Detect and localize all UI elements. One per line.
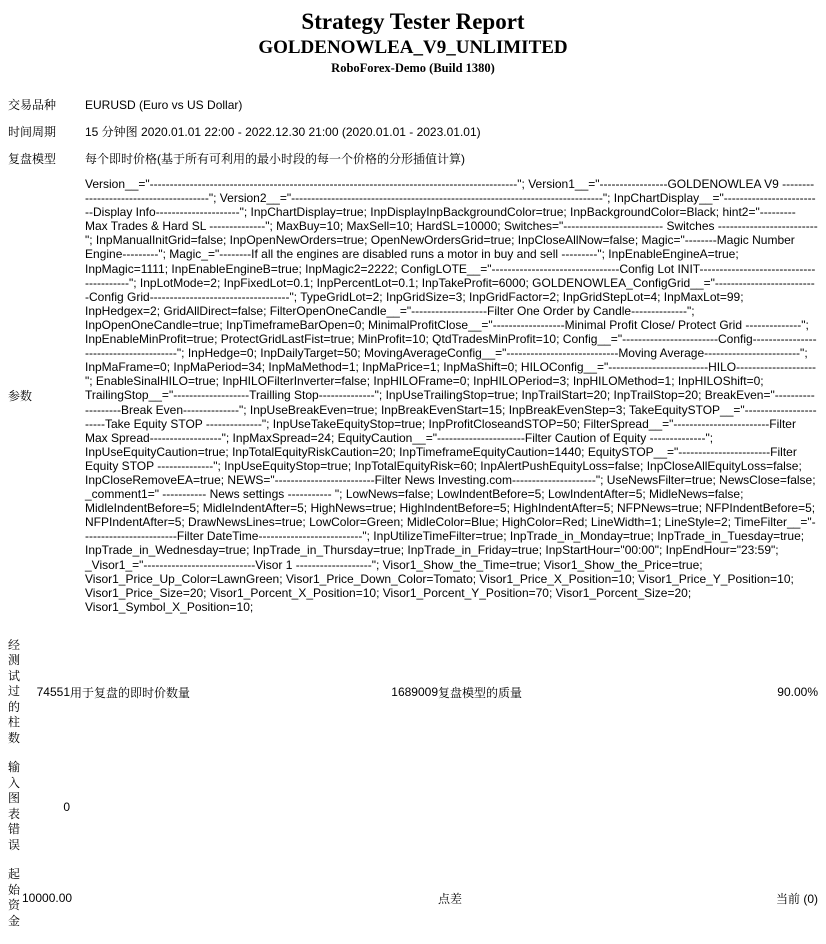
model-value: 每个即时价格(基于所有可利用的最小时段的每一个价格的分形插值计算) xyxy=(85,152,465,166)
broker-build: RoboForex-Demo (Build 1380) xyxy=(331,61,495,75)
symbol-row xyxy=(8,91,818,118)
parameters-row xyxy=(8,172,818,619)
ticks-modelled-label: 用于复盘的即时价数量 xyxy=(70,685,191,700)
symbol-value: EURUSD (Euro vs US Dollar) xyxy=(85,97,243,112)
period-label: 时间周期 xyxy=(8,125,57,139)
parameters-label: 参数 xyxy=(8,388,33,403)
parameters-value: Version__="--------------------------------------------------------------------------------------------"; Version1__="-----------------GOLDENOWLEA V9 ---------------------------------------"; Version2__="------------------------------------------------------------------------------"; InpChartDisplay__="-------------------------Display Info---------------------"; InpChartDisplay=true; InpDisplayInpBackgroundColor=true; InpBackgroundColor=Black; hint2="--------- Max Trades & Hard SL --------------"; MaxBuy=10; MaxSell=10; HardSL=10000; Switches="------------------------- Switches ------------------------- "; InpManualInitGrid=false; InpOpenNewOrders=true; OpenNewOrdersGrid=true; InpCloseAllNow=false; Magic="--------Magic Number Engine---------"; Magic_="--------If all the engines are disabled runs a motor in buy and sell ---------"; InpEnableEngineA=true; InpMagic=1111; InpEnableEngineB=true; InpMagic2=2222; ConfigLOTE__="--------------------------------Config Lot INIT----------------------------------------"; InpLotMode=2; InpFixedLot=0.1; InpPercentLot=0.1; InpTakeProfit=6000; GOLDENOWLEA_ConfigGrid__="--------------------------Config Grid-----------------------------------"; TypeGridLot=2; InpGridSize=3; InpGridFactor=2; InpGridStepLot=4; InpMaxLot=99; InpHedgex=2; GridAllDirect=false; FilterOpenOneCandle__="-------------------Filter One Order by Candle--------------"; InpOpenOneCandle=true; InpTimeframeBarOpen=0; MinimalProfitClose__="------------------Minimal Profit Close/ Protect Grid --------------"; InpEnableMinProfit=true; ProtectGridLastFist=true; MinProfit=10; QtdTradesMinProfit=10; Config__="------------------------Config---------------------------------------"; InpHedge=0; InpDailyTarget=50; MovingAverageConfig__="----------------------------Moving Average------------------------"; InpMaFrame=0; InpMaPeriod=34; InpMaMethod=1; InpMaPrice=1; InpMaShift=0; HILOConfig__="-------------------------HILO--------------------"; EnableSinalHILO=true; InpHILOFilterInverter=false; InpHILOFrame=0; InpHILOPeriod=3; InpHILOMethod=1; InpHILOShift=0; TrailingStop__="-------------------Trailling Stop--------------"; InpUseTrailingStop=true; InpTrailStart=20; InpTrailStop=20; BreakEven="-------------------Break Even--------------"; InpUseBreakEven=true; InpBreakEvenStart=15; InpBreakEvenStep=3; TakeEquitySTOP__="-----------------------Take Equity STOP --------------"; InpUseTakeEquityStop=true; InpProfitCloseandSTOP=50; FilterSpread__="------------------------Filter Max Spread------------------"; InpMaxSpread=24; EquityCaution__="----------------------Filter Caution of Equity --------------"; InpUseEquityCaution=true; InpTotalEquityRiskCaution=20; InpTimeframeEquityCaution=1440; EquitySTOP__="-----------------------Filter Equity STOP --------------"; InpUseEquityStop=true; InpTotalEquityRisk=60; InpAlertPushEquityLoss=false; InpCloseAllEquityLoss=false; InpCloseRemoveEA=true; NEWS="-------------------------Filter News Investing.com---------------------"; UseNewsFilter=true; NewsClose=false; _comment1=" ----------- News settings ----------- "; LowNews=false; LowIndentBefore=5; LowIndentAfter=5; MidleNews=false; MidleIndentBefore=5; MidleIndentAfter=5; HighNews=true; HighIndentBefore=5; HighIndentAfter=5; NFPNews=true; NFPIndentBefore=5; NFPIndentAfter=5; DrawNewsLines=true; LowColor=Green; MidleColor=Blue; HighColor=Red; LineWidth=1; LineStyle=2; TimeFilter__="------------------------Filter DateTime--------------------------"; InpUtilizeTimeFilter=true; InpTrade_in_Monday=true; InpTrade_in_Tuesday=true; InpTrade_in_Wednesday=true; InpTrade_in_Thursday=true; InpTrade_in_Friday=true; InpStartHour="00:00"; InpEndHour="23:59"; _Visor1_="----------------------------Visor 1 -------------------"; Visor1_Show_the_Time=true; Visor1_Show_the_Price=true; Visor1_Price_Up_Color=LawnGreen; Visor1_Price_Down_Color=Tomato; Visor1_Price_X_Position=10; Visor1_Price_Y_Position=10; Visor1_Price_Size=20; Visor1_Porcent_X_Position=10; Visor1_Porcent_Y_Position=70; Visor1_Porcent_Size=20; Visor1_Symbol_X_Position=10; xyxy=(85,177,818,614)
initial-deposit-row xyxy=(8,860,818,936)
bars-tested-value: 74551 xyxy=(36,685,70,700)
report-header xyxy=(8,8,818,76)
strategy-name: GOLDENOWLEA_V9_UNLIMITED xyxy=(258,37,568,58)
initial-deposit-label: 起始资金 xyxy=(8,867,21,928)
chart-errors-row xyxy=(8,753,818,860)
report-title: Strategy Tester Report xyxy=(301,9,525,34)
model-label: 复盘模型 xyxy=(8,152,57,166)
stats-table xyxy=(8,631,818,937)
modelling-quality-value: 90.00% xyxy=(777,685,818,700)
chart-errors-value: 0 xyxy=(63,799,70,814)
bars-tested-label: 经测试过的柱数 xyxy=(8,637,21,745)
spread-label: 点差 xyxy=(438,891,463,906)
period-value: 15 分钟图 2020.01.01 22:00 - 2022.12.30 21:00 (2020.01.01 - 2023.01.01) xyxy=(85,125,481,139)
model-row xyxy=(8,145,818,172)
bars-tested-row xyxy=(8,631,818,754)
modelling-quality-label: 复盘模型的质量 xyxy=(438,685,523,700)
period-row xyxy=(8,118,818,145)
symbol-label: 交易品种 xyxy=(8,98,57,112)
spread-value: 当前 (0) xyxy=(775,891,818,906)
ticks-modelled-value: 1689009 xyxy=(391,685,438,700)
initial-deposit-value: 10000.00 xyxy=(22,891,73,906)
info-table xyxy=(8,91,818,619)
chart-errors-label: 输入图表错误 xyxy=(8,760,21,852)
